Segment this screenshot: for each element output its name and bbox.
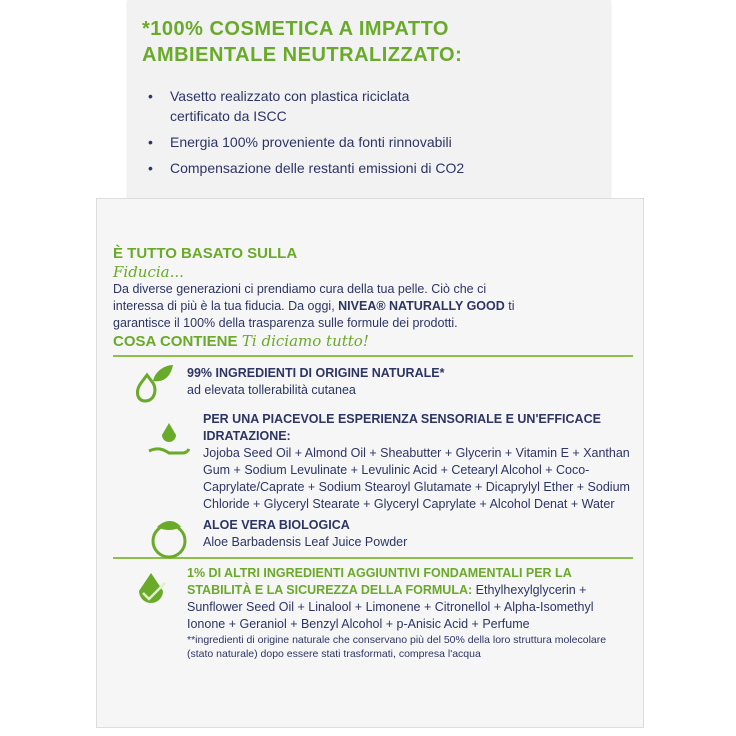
- box-title-script: Fiducia...: [113, 263, 184, 281]
- contains-label: COSA CONTIENE: [113, 333, 238, 350]
- section-text: Ethylhexylglycerin + Sunflower Seed Oil + Linalool + Limonene + Citronellol + Alpha-Isomethyl Ionone + Geraniol + Benzyl Alcohol + p-Anisic Acid + Perfume: [187, 583, 594, 631]
- section-text: ad elevata tollerabilità cutanea: [187, 383, 356, 397]
- brand-name: NIVEA® NATURALLY GOOD: [338, 299, 505, 313]
- leaf-drop-icon: [131, 361, 175, 405]
- footnote: **ingredienti di origine naturale che conservano più del 50% della loro struttura molecolare (stato naturale) dopo essere stati trasformati, compresa l'acqua: [187, 634, 607, 660]
- heading-line: AMBIENTALE NEUTRALIZZATO:: [142, 44, 463, 66]
- section-hydration: [113, 411, 633, 513]
- heading-line: *100% COSMETICA A IMPATTO: [142, 18, 449, 40]
- package-back: [96, 198, 644, 728]
- divider: [113, 355, 633, 357]
- organic-leaf-icon: [147, 517, 191, 561]
- claim-list: [148, 86, 464, 184]
- section-text: Aloe Barbadensis Leaf Juice Powder: [203, 535, 408, 549]
- claim-item: • Energia 100% proveniente da fonti rinnovabili: [148, 132, 464, 152]
- section-heading: PER UNA PIACEVOLE ESPERIENZA SENSORIALE E UN'EFFICACE IDRATAZIONE:: [203, 412, 601, 443]
- contains-heading: [113, 332, 633, 351]
- section-heading: 1% DI ALTRI INGREDIENTI AGGIUNTIVI FONDAMENTALI PER LA STABILITÀ E LA SICUREZZA DELLA FORMULA:: [187, 566, 572, 597]
- divider: [113, 557, 633, 559]
- section-body: [187, 565, 633, 633]
- intro-part: ti garantisce il 100% della trasparenza sulle formule dei prodotti.: [113, 299, 515, 330]
- section-text: Jojoba Seed Oil + Almond Oil + Sheabutter + Glycerin + Vitamin E + Xanthan Gum + Sodium Levulinate + Levulinic Acid + Cetearyl Alcohol + Coco-Caprylate/Caprate + Sodium Stearoyl Glutamate + Dicaprylyl Ether + Sodium Chloride + Glyceryl Stearate + Glyceryl Caprylate + Alcohol Denat + Water: [203, 446, 630, 511]
- intro-text: [113, 281, 533, 332]
- section-additives: [113, 563, 633, 661]
- section-heading: 99% INGREDIENTI DI ORIGINE NATURALE*: [187, 366, 445, 380]
- box-title: È TUTTO BASATO SULLA: [113, 245, 298, 262]
- check-drop-icon: [131, 569, 175, 613]
- claim-item: • Compensazione delle restanti emissioni di CO2: [148, 158, 464, 178]
- intro-part: Da diverse generazioni ci prendiamo cura della tua pelle. Ciò che ci interessa di più è la tua fiducia. Da oggi,: [113, 282, 487, 313]
- claim-item: • Vasetto realizzato con plastica riciclata certificato da ISCC: [148, 86, 448, 126]
- environmental-claim-panel: [128, 0, 610, 205]
- section-natural: [113, 361, 633, 405]
- claim-heading: [142, 16, 462, 68]
- contains-script: Ti diciamo tutto!: [241, 332, 369, 350]
- section-aloe: [113, 517, 633, 551]
- section-heading: ALOE VERA BIOLOGICA: [203, 518, 350, 532]
- hand-drop-icon: [147, 419, 191, 463]
